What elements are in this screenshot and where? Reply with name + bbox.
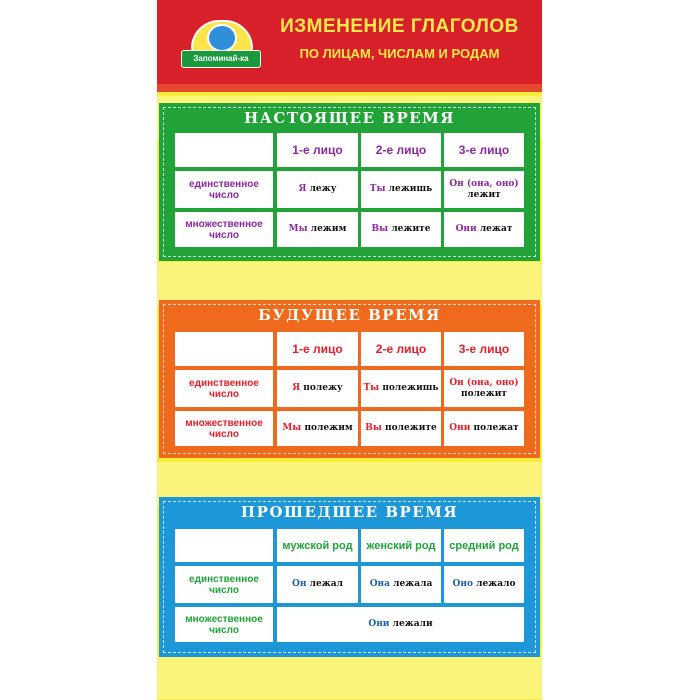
verb-form [361,411,441,446]
pronoun: Мы [288,224,308,234]
section-title: ПРОШЕДШЕЕ ВРЕМЯ [240,503,459,521]
pronoun: Ты [363,383,380,393]
mascot-icon [207,24,237,52]
pronoun: Оно [452,579,473,589]
pronoun: Ты [369,184,386,194]
poster-subtitle: ПО ЛИЦАМ, ЧИСЛАМ И РОДАМ [299,46,500,61]
verb: полежит [460,388,507,399]
pronoun: Я [298,184,307,194]
column-header: 2-е лицо [361,133,441,167]
verb-form [444,566,524,603]
column-header: женский род [361,529,441,562]
verb-form [444,171,524,208]
row-label: единственное число [175,171,273,208]
verb: полежите [385,423,437,433]
pronoun: Я [292,383,301,393]
column-header: 1-е лицо [277,332,358,366]
verb: полежу [303,383,343,393]
verb-form [444,411,524,446]
past-tense-section [159,497,540,657]
verb-form [361,212,441,247]
verb-form [361,171,441,208]
verb: лежали [392,619,433,629]
corner-cell [175,133,273,167]
verb: лежало [476,579,516,589]
column-header: 1-е лицо [277,133,358,167]
pronoun: Вы [365,423,382,433]
verb: лежат [479,224,513,234]
verb-form [277,566,358,603]
verb: лежу [309,184,337,194]
pronoun: Мы [282,423,302,433]
pronoun: Они [455,224,477,234]
section-title: БУДУЩЕЕ ВРЕМЯ [258,306,441,324]
future-tense-section [159,300,540,458]
row-label: множественное число [175,212,273,247]
column-header: 2-е лицо [361,332,441,366]
verb-form [277,411,358,446]
verb-form [277,171,358,208]
corner-cell [175,332,273,366]
verb: полежим [304,423,353,433]
verb-form [277,607,524,642]
column-header: 3-е лицо [444,332,524,366]
present-tense-section [159,103,540,261]
pronoun: Они [368,619,390,629]
verb: полежат [473,423,519,433]
section-title: НАСТОЯЩЕЕ ВРЕМЯ [244,109,455,127]
row-label: множественное число [175,607,273,642]
verb-form [361,370,441,407]
pronoun: Она [369,579,390,589]
poster [157,0,542,700]
pronoun: Они [449,423,471,433]
pronoun: Он (она, оно) [449,178,519,189]
row-label: единственное число [175,566,273,603]
verb: лежишь [388,184,433,194]
column-header: средний род [444,529,524,562]
verb-form [277,370,358,407]
verb: лежит [467,189,501,200]
verb-form [277,212,358,247]
verb: полежишь [382,383,439,393]
column-header: мужской род [277,529,358,562]
row-label: множественное число [175,411,273,446]
pronoun: Вы [371,224,389,234]
verb-form [444,212,524,247]
badge-label: Запоминай-ка [181,50,261,68]
pronoun: Он (она, оно) [449,377,519,388]
pronoun: Он [292,579,307,589]
verb: лежим [310,224,347,234]
poster-header [157,0,542,92]
verb: лежала [393,579,433,589]
corner-cell [175,529,273,562]
verb-form [444,370,524,407]
stripe [157,655,542,699]
verb: лежал [309,579,343,589]
poster-title: ИЗМЕНЕНИЕ ГЛАГОЛОВ [280,16,519,37]
verb: лежите [391,224,431,234]
verb-form [361,566,441,603]
column-header: 3-е лицо [444,133,524,167]
row-label: единственное число [175,370,273,407]
logo-badge [181,14,259,76]
